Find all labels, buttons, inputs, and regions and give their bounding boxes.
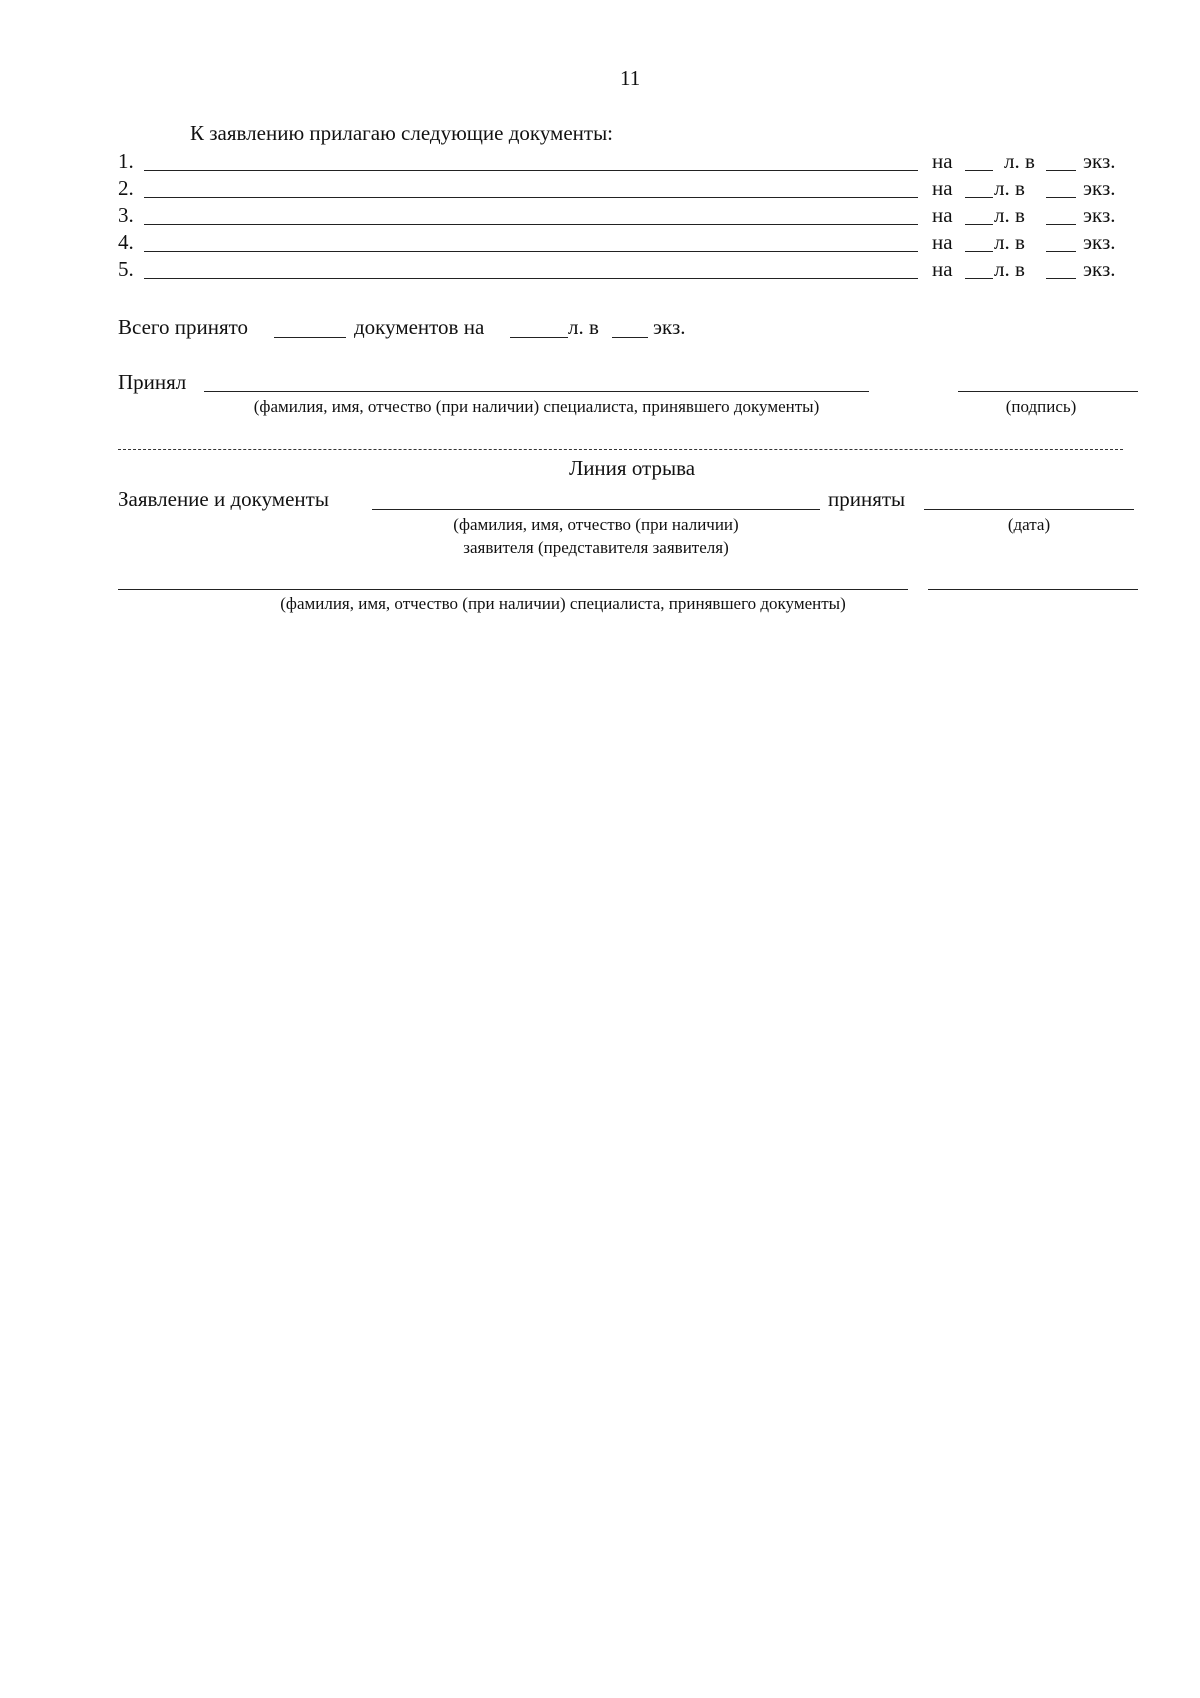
attachment-na: на bbox=[932, 176, 953, 200]
attachment-sheets-field[interactable] bbox=[965, 170, 993, 171]
accepted-signature-caption: (подпись) bbox=[1005, 397, 1077, 416]
attachment-l-v: л. в bbox=[994, 230, 1025, 254]
attachment-na: на bbox=[932, 257, 953, 281]
attachment-ekz: экз. bbox=[1083, 203, 1116, 227]
total-ekz: экз. bbox=[653, 315, 686, 339]
accepted-specialist-fio-field[interactable] bbox=[204, 391, 869, 392]
attachment-number: 4. bbox=[118, 230, 134, 254]
receipt-applicant-caption-line2: заявителя (представителя заявителя) bbox=[463, 538, 729, 557]
attachment-na: на bbox=[932, 203, 953, 227]
attachment-name-field[interactable] bbox=[144, 224, 918, 225]
tear-dashed-line bbox=[118, 449, 1123, 450]
total-sheets-field[interactable] bbox=[510, 337, 568, 338]
receipt-specialist-fio-field[interactable] bbox=[118, 589, 908, 590]
attachment-name-field[interactable] bbox=[144, 278, 918, 279]
receipt-applicant-fio-field[interactable] bbox=[372, 509, 820, 510]
attachment-sheets-field[interactable] bbox=[965, 197, 993, 198]
total-copies-field[interactable] bbox=[612, 337, 648, 338]
attachment-copies-field[interactable] bbox=[1046, 251, 1076, 252]
page-number: 11 bbox=[620, 66, 641, 90]
attachment-na: на bbox=[932, 230, 953, 254]
accepted-fio-caption: (фамилия, имя, отчество (при наличии) специалиста, принявшего документы) bbox=[253, 397, 820, 416]
attachment-sheets-field[interactable] bbox=[965, 251, 993, 252]
attachment-number: 5. bbox=[118, 257, 134, 281]
attachment-number: 3. bbox=[118, 203, 134, 227]
attachment-sheets-field[interactable] bbox=[965, 278, 993, 279]
receipt-applicant-caption-line1: (фамилия, имя, отчество (при наличии) bbox=[453, 515, 739, 534]
attachment-copies-field[interactable] bbox=[1046, 197, 1076, 198]
receipt-specialist-caption: (фамилия, имя, отчество (при наличии) специалиста, принявшего документы) bbox=[280, 594, 846, 613]
attachment-name-field[interactable] bbox=[144, 170, 918, 171]
attachment-number: 1. bbox=[118, 149, 134, 173]
attachment-number: 2. bbox=[118, 176, 134, 200]
attachment-name-field[interactable] bbox=[144, 251, 918, 252]
attachment-ekz: экз. bbox=[1083, 176, 1116, 200]
attachments-heading: К заявлению прилагаю следующие документы: bbox=[190, 121, 614, 145]
receipt-accepted-word: приняты bbox=[828, 487, 906, 511]
total-prefix: Всего принято bbox=[118, 315, 249, 339]
attachment-copies-field[interactable] bbox=[1046, 278, 1076, 279]
attachment-l-v: л. в bbox=[994, 257, 1025, 281]
attachment-sheets-field[interactable] bbox=[965, 224, 993, 225]
accepted-label: Принял bbox=[118, 370, 187, 394]
attachment-l-v: л. в bbox=[994, 176, 1025, 200]
attachment-ekz: экз. bbox=[1083, 230, 1116, 254]
receipt-specialist-signature-field[interactable] bbox=[928, 589, 1138, 590]
total-documents-on: документов на bbox=[354, 315, 485, 339]
accepted-signature-field[interactable] bbox=[958, 391, 1138, 392]
attachment-l-v: л. в bbox=[994, 203, 1025, 227]
receipt-prefix: Заявление и документы bbox=[118, 487, 329, 511]
attachment-name-field[interactable] bbox=[144, 197, 918, 198]
attachment-copies-field[interactable] bbox=[1046, 224, 1076, 225]
total-l-v: л. в bbox=[568, 315, 599, 339]
attachment-copies-field[interactable] bbox=[1046, 170, 1076, 171]
total-documents-count-field[interactable] bbox=[274, 337, 346, 338]
receipt-date-caption: (дата) bbox=[1007, 515, 1051, 534]
attachment-ekz: экз. bbox=[1083, 257, 1116, 281]
attachment-l-v: л. в bbox=[1004, 149, 1035, 173]
receipt-date-field[interactable] bbox=[924, 509, 1134, 510]
attachment-na: на bbox=[932, 149, 953, 173]
attachment-ekz: экз. bbox=[1083, 149, 1116, 173]
tear-line-label: Линия отрыва bbox=[568, 456, 696, 480]
